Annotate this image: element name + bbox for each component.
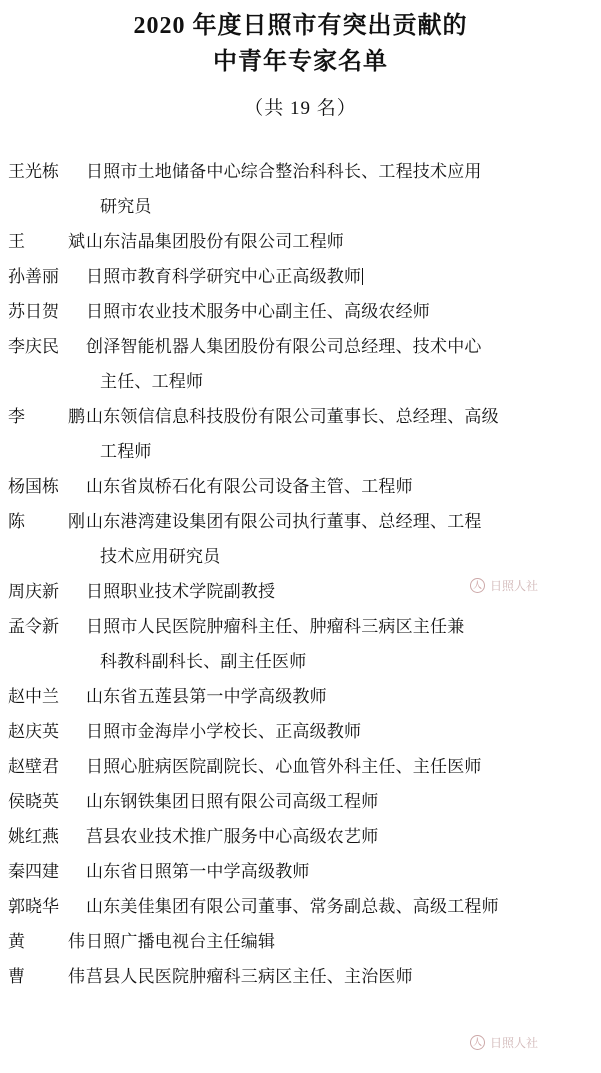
expert-name: 杨国栋 [8, 477, 59, 496]
page-title-line-2: 中青年专家名单 [213, 49, 388, 75]
list-item [8, 854, 591, 889]
circle-logo-icon: 人 [470, 1035, 485, 1050]
list-item [8, 259, 591, 294]
expert-name: 赵庆英 [8, 722, 59, 741]
list-item [8, 469, 591, 504]
expert-name: 王光栋 [8, 162, 59, 181]
expert-name: 孟令新 [8, 617, 59, 636]
expert-name: 赵壁君 [8, 757, 59, 776]
description-line-2: 技术应用研究员 [100, 547, 221, 566]
description-line-1: 山东钢铁集团日照有限公司高级工程师 [86, 792, 379, 811]
list-item [8, 224, 591, 259]
expert-title-description [86, 924, 591, 959]
list-item [8, 679, 591, 714]
description-line-1: 山东美佳集团有限公司董事、常务副总裁、高级工程师 [86, 897, 499, 916]
list-item [8, 329, 591, 399]
expert-title-description [86, 854, 591, 889]
list-item [8, 784, 591, 819]
description-line-2: 工程师 [100, 442, 152, 461]
expert-title-description [86, 399, 591, 469]
expert-title-description [86, 609, 591, 679]
description-line-1: 山东港湾建设集团有限公司执行董事、总经理、工程 [86, 512, 482, 531]
list-item [8, 399, 591, 469]
watermark-text: 日照人社 [490, 1036, 539, 1050]
list-item [8, 609, 591, 679]
description-line-1: 日照市土地储备中心综合整治科科长、工程技术应用 [86, 162, 482, 181]
expert-name: 黄 伟 [8, 932, 98, 951]
expert-name: 姚红燕 [8, 827, 59, 846]
description-line-2: 主任、工程师 [100, 372, 204, 391]
watermark-bottom [470, 1034, 538, 1051]
list-item [8, 154, 591, 224]
expert-name: 李 鹏 [8, 407, 98, 426]
expert-title-description [86, 959, 591, 994]
description-line-2: 科教科副科长、副主任医师 [100, 652, 307, 671]
expert-name: 曹 伟 [8, 967, 98, 986]
expert-title-description [86, 259, 591, 294]
page-title-line-1: 2020 年度日照市有突出贡献的 [133, 13, 468, 39]
description-line-1: 日照市人民医院肿瘤科主任、肿瘤科三病区主任兼 [86, 617, 465, 636]
description-line-1: 创泽智能机器人集团股份有限公司总经理、技术中心 [86, 337, 482, 356]
watermark-text: 日照人社 [490, 579, 539, 593]
description-line-1: 山东省日照第一中学高级教师 [86, 862, 310, 881]
expert-name: 苏日贺 [8, 302, 59, 321]
expert-title-description [86, 679, 591, 714]
expert-name: 王 斌 [8, 232, 98, 251]
description-line-1: 日照市农业技术服务中心副主任、高级农经师 [86, 302, 430, 321]
description-line-1: 日照职业技术学院副教授 [86, 582, 276, 601]
expert-name-list [0, 154, 601, 994]
list-item [8, 504, 591, 574]
list-item [8, 819, 591, 854]
description-line-1: 莒县农业技术推广服务中心高级农艺师 [86, 827, 379, 846]
list-item [8, 959, 591, 994]
expert-title-description [86, 714, 591, 749]
list-item [8, 294, 591, 329]
text-cursor [362, 268, 363, 285]
description-line-1: 莒县人民医院肿瘤科三病区主任、主治医师 [86, 967, 413, 986]
description-line-1: 日照市金海岸小学校长、正高级教师 [86, 722, 362, 741]
list-item [8, 749, 591, 784]
description-line-1: 日照心脏病医院副院长、心血管外科主任、主任医师 [86, 757, 482, 776]
expert-name: 郭晓华 [8, 897, 59, 916]
description-line-1: 山东省岚桥石化有限公司设备主管、工程师 [86, 477, 413, 496]
circle-logo-icon: 人 [470, 578, 485, 593]
expert-title-description [86, 819, 591, 854]
description-line-1: 山东领信信息科技股份有限公司董事长、总经理、高级 [86, 407, 499, 426]
expert-title-description [86, 749, 591, 784]
description-line-1: 山东洁晶集团股份有限公司工程师 [86, 232, 344, 251]
description-line-2: 研究员 [100, 197, 152, 216]
expert-title-description [86, 504, 591, 574]
expert-title-description [86, 224, 591, 259]
expert-title-description [86, 889, 591, 924]
description-line-1: 山东省五莲县第一中学高级教师 [86, 687, 327, 706]
list-item [8, 714, 591, 749]
expert-title-description [86, 294, 591, 329]
list-item [8, 924, 591, 959]
description-line-1: 日照市教育科学研究中心正高级教师 [86, 267, 362, 286]
expert-title-description [86, 784, 591, 819]
watermark-top [470, 577, 538, 594]
page-title [0, 0, 601, 80]
expert-name: 孙善丽 [8, 267, 59, 286]
description-line-1: 日照广播电视台主任编辑 [86, 932, 276, 951]
expert-name: 秦四建 [8, 862, 59, 881]
expert-title-description [86, 469, 591, 504]
expert-name: 陈 刚 [8, 512, 98, 531]
list-item [8, 889, 591, 924]
expert-name: 周庆新 [8, 582, 59, 601]
expert-name: 李庆民 [8, 337, 59, 356]
expert-title-description [86, 154, 591, 224]
expert-title-description [86, 329, 591, 399]
expert-name: 赵中兰 [8, 687, 59, 706]
page-subtitle: （共 19 名） [244, 98, 357, 119]
expert-name: 侯晓英 [8, 792, 59, 811]
